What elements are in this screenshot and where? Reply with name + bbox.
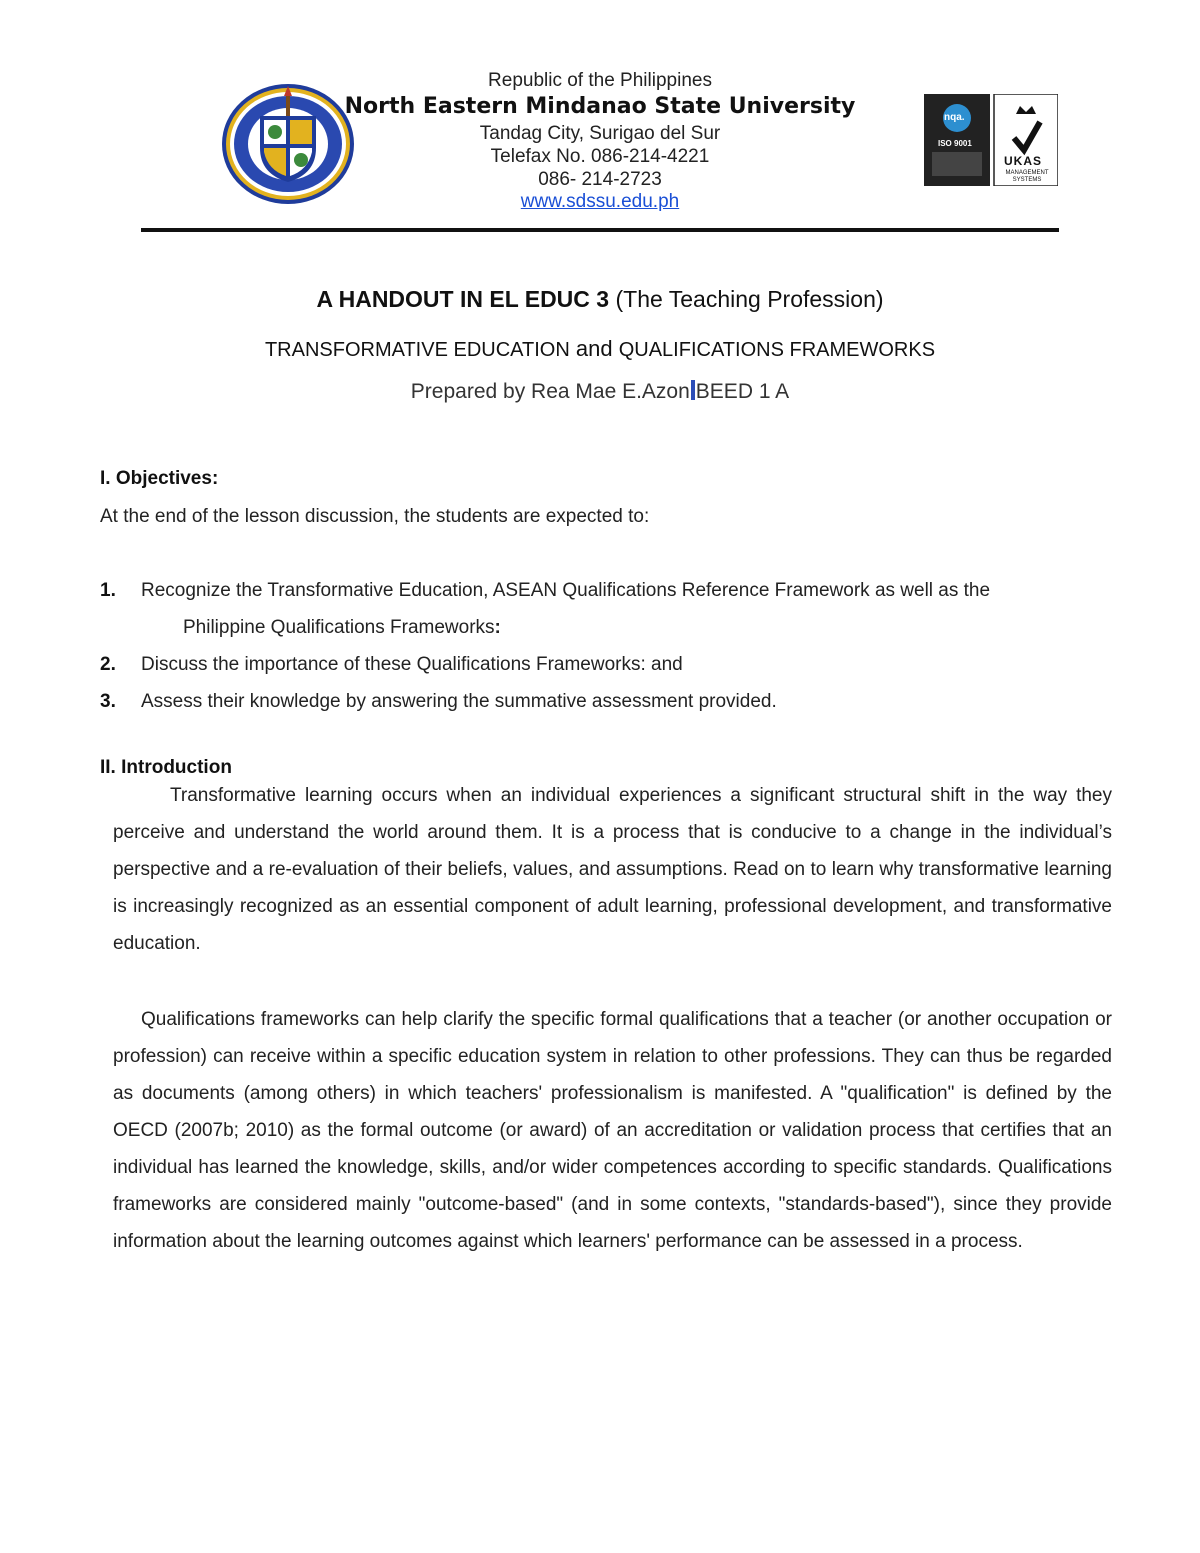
website-link[interactable]: www.sdssu.edu.ph (520, 191, 680, 212)
header-university-name: North Eastern Mindanao State University (344, 94, 856, 119)
objective-item-continued: Philippine Qualifications Frameworks: (183, 617, 501, 638)
objective-number: 2. (100, 654, 116, 675)
introduction-heading: II. Introduction (100, 757, 232, 778)
objective-item: Assess their knowledge by answering the summative assessment provided. (141, 691, 777, 712)
objective-number: 1. (100, 580, 116, 601)
handout-title-course: A HANDOUT IN EL EDUC 3 (316, 286, 610, 312)
introduction-paragraph-2: Qualifications frameworks can help clarify the specific formal qualifications that a teacher (or another occupation or profession) can receive within a specific education system in relation to other professions. They can thus be regarded as documents (among others) in which teachers' professionalism is manifested. A "qualification" is defined by the OECD (2007b; 2010) as the formal outcome (or award) of an accreditation or validation process that certifies that an individual has learned the knowledge, skills, and/or wider competences according to specific standards. Qualifications frameworks are considered mainly "outcome-based" (and in some contexts, "standards-based"), since they provide information about the learning outcomes against which learners' performance can be assessed in a process. (113, 1009, 1112, 1252)
objective-item: Discuss the importance of these Qualifications Frameworks: and (141, 654, 683, 675)
header-country: Republic of the Philippines (488, 70, 712, 91)
objectives-intro: At the end of the lesson discussion, the students are expected to: (100, 506, 650, 527)
iso-certification-logos (924, 94, 1058, 186)
separator-bar (691, 380, 695, 400)
header-telefax: Telefax No. 086-214-4221 (490, 146, 710, 167)
class-section: BEED 1 A (695, 380, 790, 403)
handout-title-subject: (The Teaching Profession) (609, 286, 884, 312)
prepared-by-line (0, 380, 1200, 404)
header-divider (141, 228, 1059, 232)
objective-item: Recognize the Transformative Education, ASEAN Qualifications Reference Framework as well as the (141, 580, 991, 601)
introduction-paragraph-1: Transformative learning occurs when an individual experiences a significant structural shift in the way they perceive and understand the world around them. It is a process that is conducive to a change in the individual’s perspective and a re-evaluation of their beliefs, values, and assumptions. Read on to learn why transformative learning is increasingly recognized as an essential component of adult learning, professional development, and transformative education. (113, 785, 1112, 954)
objective-number: 3. (100, 691, 116, 712)
nqa-badge-text: nqa. (944, 112, 965, 123)
handout-subtitle: TRANSFORMATIVE EDUCATION and QUALIFICATIONS FRAMEWORKS (264, 336, 936, 361)
ukas-text: UKAS (1004, 154, 1043, 168)
header-phone: 086- 214-2723 (538, 169, 662, 190)
prepared-by: Prepared by Rea Mae E.Azon (410, 380, 690, 403)
handout-title (0, 286, 1200, 313)
objectives-heading: I. Objectives: (100, 468, 219, 489)
ukas-subtext: MANAGEMENT SYSTEMS (1005, 170, 1049, 183)
header-location: Tandag City, Surigao del Sur (479, 123, 721, 144)
iso-label: ISO 9001 (938, 139, 972, 148)
